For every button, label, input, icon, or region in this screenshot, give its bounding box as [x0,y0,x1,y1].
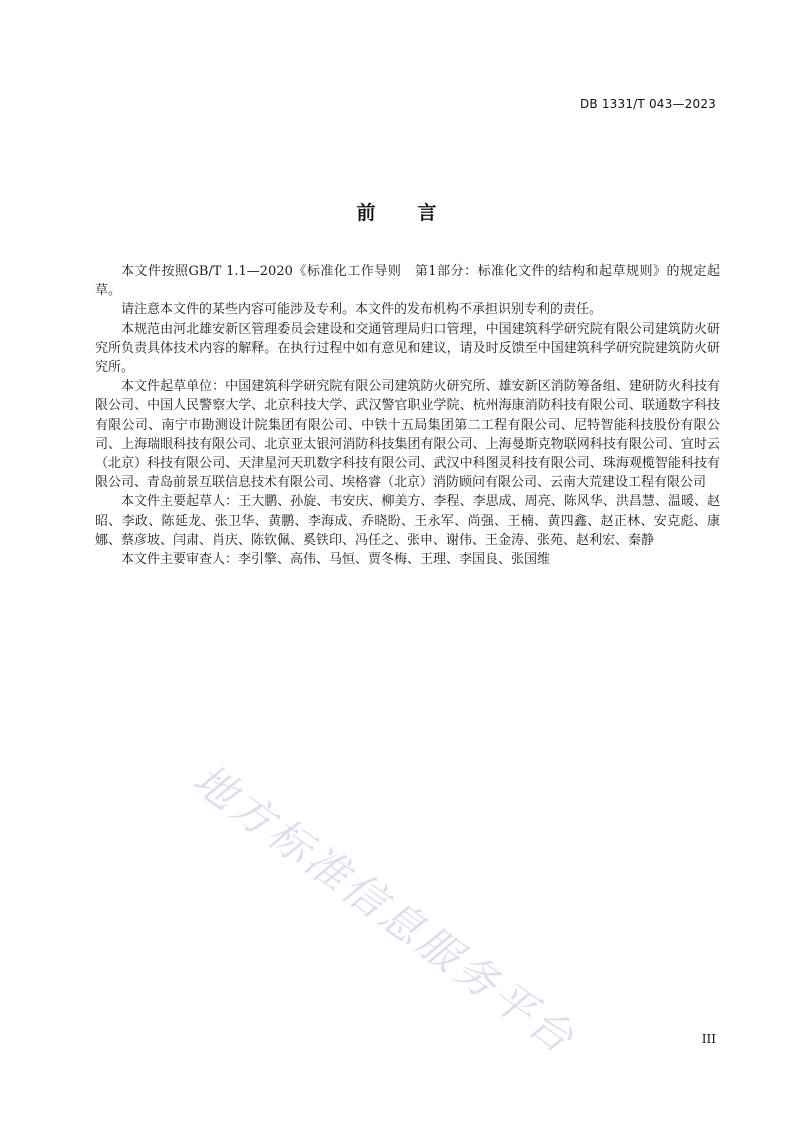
page-number: III [701,1032,716,1046]
paragraph-patent-notice: 请注意本文件的某些内容可能涉及专利。本文件的发布机构不承担识别专利的责任。 [121,302,603,318]
page-title: 前言 [356,202,479,224]
paragraph-reviewers: 本文件主要审查人：李引擎、高伟、马恒、贾冬梅、王理、李国良、张国维 [121,552,551,568]
paragraph-drafting-units: 本文件起草单位：中国建筑科学研究院有限公司建筑防火研究所、雄安新区消防筹备组、建研防火科技有限公司、中国人民警察大学、北京科技大学、武汉警官职业学院、杭州海康消防科技有限公司、联通数字科技有限公司、南宁市勘测设计院集团有限公司、中铁十五局集团第二工程有限公司、尼特智能科技股份有限公司、上海瑞眼科技有限公司、北京亚太银河消防科技集团有限公司、上海曼斯克物联网科技有限公司、宜时云（北京）科技有限公司、天津星河天玑数字科技有限公司、武汉中科图灵科技有限公司、珠海观榄智能科技有限公司、青岛前景互联信息技术有限公司、埃格睿（北京）消防顾问有限公司、云南大荒建设工程有限公司 [95,379,720,491]
body-text [95,262,720,569]
paragraph-drafting-rules: 本文件按照GB/T 1.1—2020《标准化工作导则 第1部分：标准化文件的结构和起草规则》的规定起草。 [95,264,720,299]
paragraph-drafters: 本文件主要起草人：王大鹏、孙旋、韦安庆、柳美方、李程、李思成、周亮、陈风华、洪昌慧、温暖、赵昭、李政、陈延龙、张卫华、黄鹏、李海成、乔晓盼、王永军、尚强、王楠、黄四鑫、赵正林、安克彪、康娜、蔡彦坡、闫肃、肖庆、陈钦佩、奚铁印、冯任之、张申、谢伟、王金涛、张苑、赵利宏、秦静 [95,494,720,548]
paragraph-management: 本规范由河北雄安新区管理委员会建设和交通管理局归口管理，中国建筑科学研究院有限公司建筑防火研究所负责具体技术内容的解释。在执行过程中如有意见和建议，请及时反馈至中国建筑科学研究院建筑防火研究所。 [95,321,720,376]
watermark: 地方标准信息服务平台 [184,754,586,1065]
doc-code: DB 1331/T 043—2023 [579,97,716,111]
